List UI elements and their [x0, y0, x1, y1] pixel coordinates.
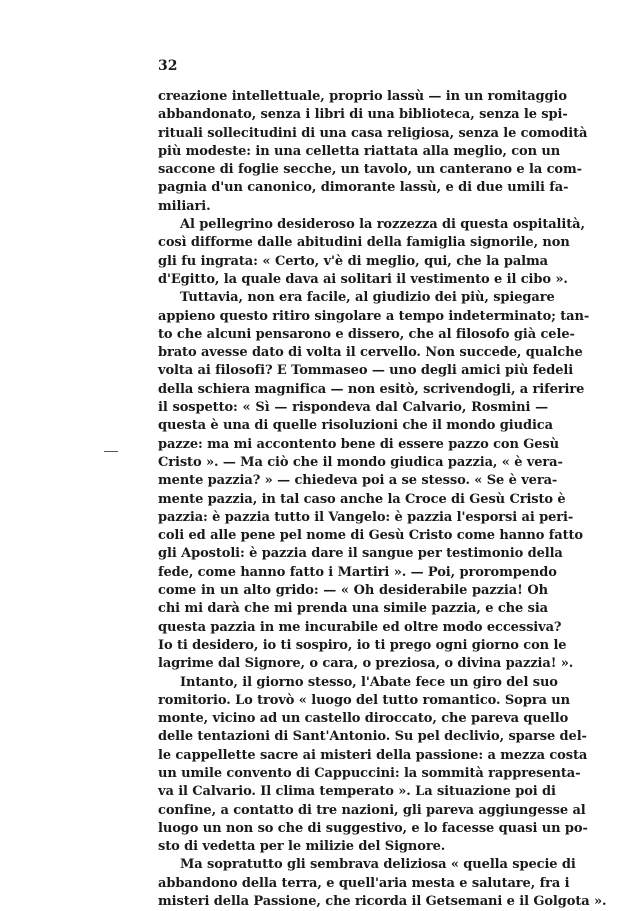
- text-line: questa pazzia in me incurabile ed oltre modo eccessiva?: [158, 619, 562, 635]
- text-line: creazione intellettuale, proprio lassù — in un romitaggio: [158, 89, 567, 104]
- text-line: delle tentazioni di Sant'Antonio. Su pel declivio, sparse del-: [158, 729, 587, 745]
- text-line: Io ti desidero, io ti sospiro, io ti prego ogni giorno con le: [158, 637, 567, 653]
- text-line: coli ed alle pene pel nome di Gesù Cristo come hanno fatto: [158, 528, 583, 544]
- text-line: più modeste: in una celletta riattata alla meglio, con un: [158, 143, 561, 159]
- text-line: to che alcuni pensarono e dissero, che al filosofo già cele-: [158, 326, 575, 342]
- text-line: miliari.: [158, 198, 211, 214]
- text-line: luogo un non so che di suggestivo, e lo facesse quasi un po-: [158, 820, 588, 836]
- text-line: pagnia d'un canonico, dimorante lassù, e di due umili fa-: [158, 180, 569, 196]
- text-line: misteri della Passione, che ricorda il Getsemani e il Golgota ».: [158, 894, 607, 910]
- text-line: sto di vedetta per le milizie del Signore.: [158, 839, 446, 855]
- text-line: Intanto, il giorno stesso, l'Abate fece un giro del suo: [180, 674, 558, 690]
- text-line: appieno questo ritiro singolare a tempo indeterminato; tan-: [158, 308, 590, 324]
- text-line: questa è una di quelle risoluzioni che il mondo giudica: [158, 418, 553, 434]
- text-line: volta ai filosofi? E Tommaseo — uno degli amici più fedeli: [158, 363, 574, 379]
- text-line: abbandonato, senza i libri di una biblioteca, senza le spi-: [158, 107, 568, 123]
- text-line: lagrime dal Signore, o cara, o preziosa, o divina pazzia! ».: [158, 656, 574, 672]
- text-line: Ma sopratutto gli sembrava deliziosa « quella specie di: [180, 857, 576, 873]
- text-line: mente pazzia? » — chiedeva poi a se stesso. « Se è vera-: [158, 473, 558, 489]
- text-line: pazzia: è pazzia tutto il Vangelo: è pazzia l'esporsi ai peri-: [158, 509, 574, 525]
- text-line: mente pazzia, in tal caso anche la Croce di Gesù Cristo è: [158, 491, 566, 507]
- text-line: il sospetto: « Sì — rispondeva dal Calvario, Rosmini —: [158, 400, 548, 416]
- text-line: saccone di foglie secche, un tavolo, un canterano e la com-: [158, 162, 582, 178]
- text-line: va il Calvario. Il clima temperato ». La situazione poi di: [158, 784, 556, 800]
- text-line: gli Apostoli: è pazzia dare il sangue per testimonio della: [158, 546, 563, 562]
- page-number: 32: [158, 58, 178, 74]
- text-line: le cappellette sacre ai misteri della passione: a mezza costa: [158, 747, 588, 763]
- text-line: Cristo ». — Ma ciò che il mondo giudica pazzia, « è vera-: [158, 454, 563, 470]
- text-line: fede, come hanno fatto i Martiri ». — Poi, prorompendo: [158, 564, 557, 580]
- text-line: abbandono della terra, e quell'aria mesta e salutare, fra i: [158, 875, 570, 891]
- text-line: chi mi darà che mi prenda una simile pazzia, e che sia: [158, 601, 548, 617]
- text-line: pazze: ma mi accontento bene di essere pazzo con Gesù: [158, 436, 559, 452]
- text-line: come in un alto grido: — « Oh desiderabile pazzia! Oh: [158, 583, 548, 599]
- body-text: [158, 88, 607, 911]
- text-line: d'Egitto, la quale dava ai solitari il vestimento e il cibo ».: [158, 271, 568, 287]
- margin-mark: [104, 451, 118, 452]
- text-line: Tuttavia, non era facile, al giudizio dei più, spiegare: [180, 290, 555, 306]
- text-line: un umile convento di Cappuccini: la sommità rappresenta-: [158, 765, 581, 781]
- text-line: Al pellegrino desideroso la rozzezza di questa ospitalità,: [180, 217, 585, 233]
- text-line: gli fu ingrata: « Certo, v'è di meglio, qui, che la palma: [158, 253, 548, 269]
- text-line: rituali sollecitudini di una casa religiosa, senza le comodità: [158, 125, 588, 141]
- text-line: della schiera magnifica — non esitò, scrivendogli, a riferire: [158, 381, 585, 397]
- text-line: confine, a contatto di tre nazioni, gli pareva aggiungesse al: [158, 802, 586, 818]
- text-line: monte, vicino ad un castello diroccato, che pareva quello: [158, 711, 569, 727]
- text-line: così difforme dalle abitudini della famiglia signorile, non: [158, 235, 570, 251]
- text-line: brato avesse dato di volta il cervello. Non succede, qualche: [158, 345, 583, 361]
- text-line: romitorio. Lo trovò « luogo del tutto romantico. Sopra un: [158, 692, 570, 708]
